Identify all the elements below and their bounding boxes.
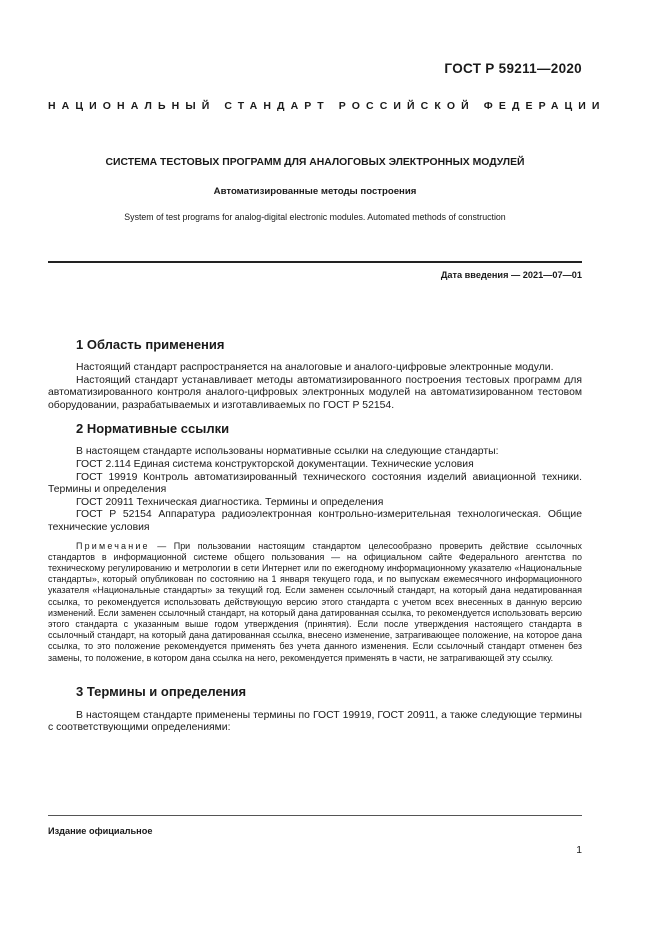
- section-1-paragraph: Настоящий стандарт устанавливает методы автоматизированного построения тестовых программ для автоматизированного контроля аналого-цифровых электронных модулей на автоматизированном тестовом оборудовании, разрабатываемых и изготавливаемых по ГОСТ Р 52154.: [48, 374, 582, 411]
- reference-note: [48, 541, 582, 664]
- introduction-date: Дата введения — 2021—07—01: [440, 270, 582, 280]
- document-body: [48, 336, 582, 735]
- footer-divider: [48, 815, 582, 816]
- reference-item: ГОСТ 19919 Контроль автоматизированный технического состояния изделий авиационной техники. Термины и определения: [48, 471, 582, 496]
- document-subtitle: Автоматизированные методы построения: [213, 186, 417, 197]
- reference-item: ГОСТ 20911 Техническая диагностика. Термины и определения: [76, 496, 384, 508]
- national-standard-banner: НАЦИОНАЛЬНЫЙ СТАНДАРТ РОССИЙСКОЙ ФЕДЕРАЦИИ: [48, 100, 606, 112]
- note-label: Примечание: [76, 540, 150, 551]
- document-title: СИСТЕМА ТЕСТОВЫХ ПРОГРАММ ДЛЯ АНАЛОГОВЫХ ЭЛЕКТРОННЫХ МОДУЛЕЙ: [105, 157, 525, 168]
- section-3-paragraph: В настоящем стандарте применены термины по ГОСТ 19919, ГОСТ 20911, а также следующие термины с соответствующими определениями:: [48, 709, 582, 734]
- gost-code: ГОСТ Р 59211—2020: [444, 61, 582, 76]
- reference-item: ГОСТ 2.114 Единая система конструкторской документации. Технические условия: [76, 458, 474, 470]
- top-divider: [48, 261, 582, 263]
- official-edition-label: Издание официальное: [48, 826, 153, 836]
- section-1-heading: 1 Область применения: [76, 337, 225, 352]
- section-2-heading: 2 Нормативные ссылки: [76, 421, 230, 437]
- section-3-heading: 3 Термины и определения: [76, 683, 247, 699]
- document-title-english: System of test programs for analog-digital electronic modules. Automated methods of construction: [124, 212, 506, 222]
- page-number: 1: [576, 845, 582, 856]
- note-text: — При пользовании настоящим стандартом целесообразно проверить действие ссылочных стандартов в информационной системе общего пользования — на официальном сайте Федерального агентства по техническому регулированию и метрологии в сети Интернет или по ежегодному информационному указателю «Национальные стандарты», который опубликован по состоянию на 1 января текущего года, и по выпускам ежемесячного информационного указателя «Национальные стандарты» за текущий год. Если заменен ссылочный стандарт, на который дана недатированная ссылка, то рекомендуется использовать действующую версию этого стандарта с учетом всех внесенных в данную версию изменений. Если заменен ссылочный стандарт, на который дана датированная ссылка, то рекомендуется использовать версию этого стандарта с указанным выше годом утверждения (принятия). Если после утверждения настоящего стандарта в ссылочный стандарт, на который дана датированная ссылка, внесено изменение, затрагивающее положение, на которое дана ссылка, то это положение рекомендуется применять без учета данного изменения. Если ссылочный стандарт отменен без замены, то положение, в котором дана ссылка на него, рекомендуется применять в части, не затрагивающей эту ссылку.: [48, 540, 582, 663]
- section-2-intro: В настоящем стандарте использованы нормативные ссылки на следующие стандарты:: [76, 446, 499, 458]
- reference-item: ГОСТ Р 52154 Аппаратура радиоэлектронная контрольно-измерительная технологическая. Общие технические условия: [48, 509, 582, 533]
- section-1-paragraph: Настоящий стандарт распространяется на аналоговые и аналого-цифровые электронные модули.: [76, 362, 554, 373]
